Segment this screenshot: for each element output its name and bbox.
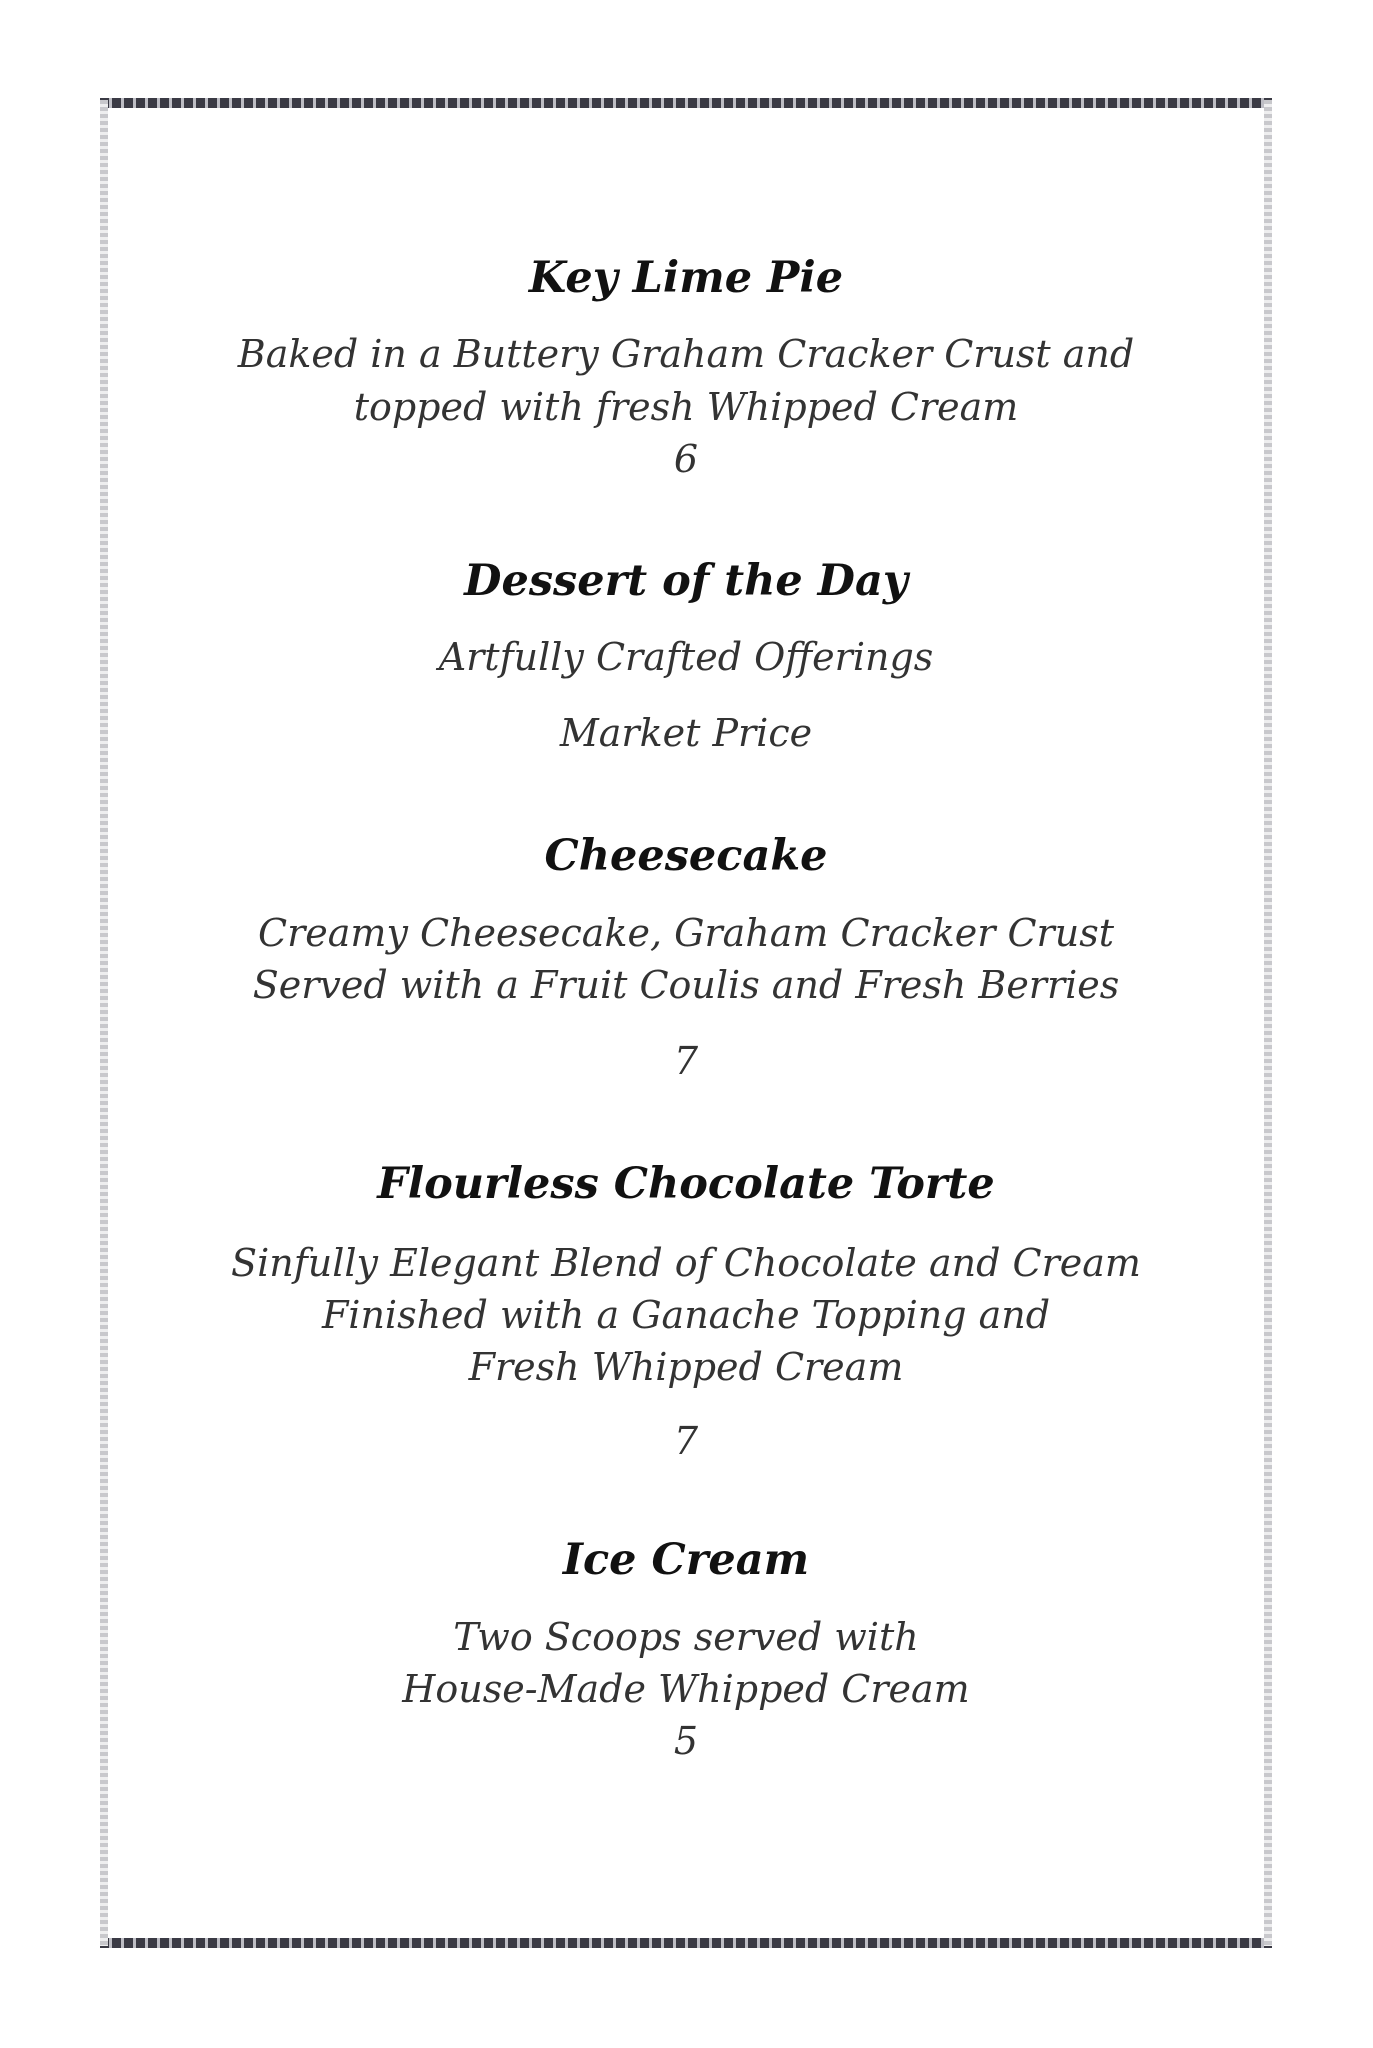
item-title: Ice Cream (562, 1535, 810, 1585)
item-description-line: House-Made Whipped Cream (402, 1667, 970, 1711)
item-description-line: Fresh Whipped Cream (468, 1345, 904, 1389)
item-description-line: Artfully Crafted Offerings (438, 635, 934, 679)
border-bottom (100, 1938, 1272, 1948)
item-description-line: topped with fresh Whipped Cream (353, 385, 1019, 429)
item-title: Key Lime Pie (528, 253, 844, 303)
item-title: Cheesecake (544, 831, 828, 881)
item-title: Flourless Chocolate Torte (377, 1159, 995, 1209)
item-price: 7 (673, 1419, 699, 1463)
item-price: 5 (673, 1719, 699, 1763)
border-left (100, 100, 108, 1946)
border-right (1264, 100, 1272, 1946)
item-description-line: Baked in a Buttery Graham Cracker Crust and (237, 332, 1135, 376)
item-price: 7 (673, 1039, 699, 1083)
item-description-line: Finished with a Ganache Topping and (321, 1293, 1051, 1337)
item-description-line: Sinfully Elegant Blend of Chocolate and Cream (231, 1241, 1141, 1285)
item-price: Market Price (559, 711, 813, 755)
item-description-line: Two Scoops served with (453, 1615, 919, 1659)
item-price: 6 (673, 437, 699, 481)
item-description-line: Served with a Fruit Coulis and Fresh Berries (252, 963, 1120, 1007)
item-title: Dessert of the Day (464, 556, 908, 606)
item-description-line: Creamy Cheesecake, Graham Cracker Crust (258, 911, 1114, 955)
border-top (100, 98, 1272, 108)
